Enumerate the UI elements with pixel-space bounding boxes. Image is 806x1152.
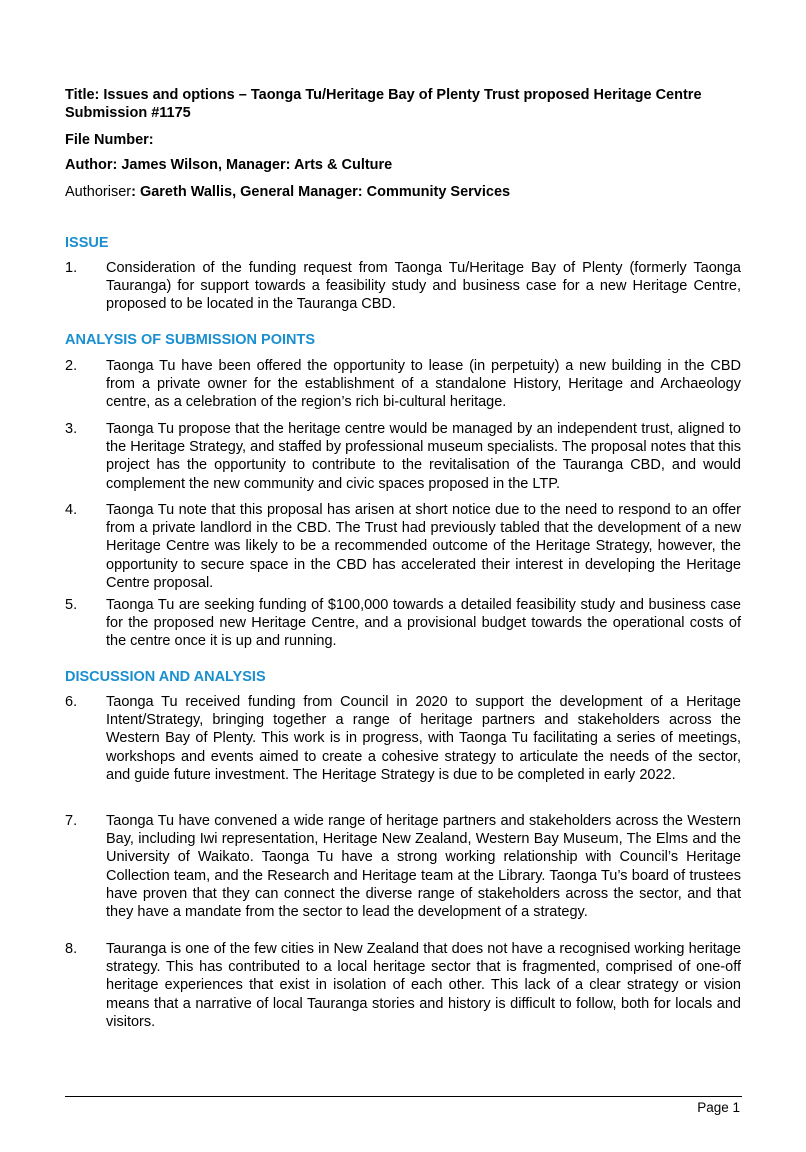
paragraph-text: Taonga Tu have been offered the opportunity to lease (in perpetuity) a new building in the CBD from a private owner for the establishment of a standalone History, Heritage and Archaeology centre, as a celebration of the region’s rich bi-cultural heritage. (106, 358, 741, 411)
paragraph-number: 3. (65, 421, 78, 437)
author: Author: James Wilson, Manager: Arts & Culture (65, 157, 393, 173)
paragraph-number: 2. (65, 358, 78, 374)
paragraph-8 (65, 940, 741, 1031)
paragraph-number: 1. (65, 260, 78, 276)
authoriser-label: Authoriser (65, 184, 132, 200)
section-heading-analysis: ANALYSIS OF SUBMISSION POINTS (65, 332, 316, 348)
document-title: Title: Issues and options – Taonga Tu/Heritage Bay of Plenty Trust proposed Heritage Centre Submission #1175 (65, 87, 702, 121)
paragraph-text: Tauranga is one of the few cities in New Zealand that does not have a recognised working heritage strategy. This has contributed to a local heritage sector that is fragmented, comprised of one-off heritage experiences that exist in isolation of each other. This lack of a clear strategy or vision means that a narrative of local Tauranga stories and history is difficult to follow, both for locals and visitors. (106, 941, 741, 1030)
paragraph-number: 4. (65, 502, 78, 518)
section-heading-issue: ISSUE (65, 235, 109, 251)
paragraph-1 (65, 259, 741, 314)
paragraph-text: Taonga Tu are seeking funding of $100,000 towards a detailed feasibility study and business case for the proposed new Heritage Centre, and a provisional budget towards the operational costs of the centre once it is up and running. (106, 597, 741, 650)
file-number: File Number: (65, 132, 154, 148)
authoriser-value: : Gareth Wallis, General Manager: Community Services (131, 184, 511, 200)
paragraph-number: 6. (65, 694, 78, 710)
paragraph-text: Taonga Tu note that this proposal has arisen at short notice due to the need to respond to an offer from a private landlord in the CBD. The Trust had previously tabled that the development of a new Heritage Centre was likely to be a recommended outcome of the Heritage Strategy, however, the opportunity to secure space in the CBD has accelerated their interest in developing the Heritage Centre proposal. (106, 502, 741, 591)
paragraph-7 (65, 812, 741, 921)
paragraph-number: 5. (65, 597, 78, 613)
paragraph-text: Consideration of the funding request from Taonga Tu/Heritage Bay of Plenty (formerly Taonga Tauranga) for support towards a feasibility study and business case for a new Heritage Centre, proposed to be located in the Tauranga CBD. (106, 260, 741, 313)
paragraph-number: 7. (65, 813, 78, 829)
page-number: Page 1 (697, 1100, 740, 1115)
paragraph-5 (65, 596, 741, 651)
paragraph-3 (65, 420, 741, 493)
paragraph-number: 8. (65, 941, 78, 957)
paragraph-6 (65, 693, 741, 784)
footer-divider (65, 1096, 742, 1097)
paragraph-text: Taonga Tu have convened a wide range of heritage partners and stakeholders across the Western Bay, including Iwi representation, Heritage New Zealand, Western Bay Museum, The Elms and the University of Waikato. Taonga Tu have a strong working relationship with Council’s Heritage Collection team, and the Research and Heritage team at the Library. Taonga Tu’s board of trustees have proven that they can connect the diverse range of stakeholders across the sector, and that they have a mandate from the sector to lead the development of a strategy. (106, 813, 741, 921)
paragraph-4 (65, 501, 741, 592)
paragraph-text: Taonga Tu propose that the heritage centre would be managed by an independent trust, aligned to the Heritage Strategy, and staffed by professional museum specialists. The proposal notes that this project has the opportunity to contribute to the revitalisation of the Tauranga CBD, and would complement the new community and civic spaces proposed in the LTP. (106, 421, 741, 492)
paragraph-text: Taonga Tu received funding from Council in 2020 to support the development of a Heritage Intent/Strategy, bringing together a range of heritage partners and stakeholders across the Western Bay of Plenty. This work is in progress, with Taonga Tu facilitating a series of meetings, workshops and events aimed to create a cohesive strategy to articulate the needs of the sector, and guide future investment. The Heritage Strategy is due to be completed in early 2022. (106, 694, 741, 783)
authoriser (65, 183, 755, 201)
section-heading-discussion: DISCUSSION AND ANALYSIS (65, 669, 266, 685)
paragraph-2 (65, 357, 741, 412)
